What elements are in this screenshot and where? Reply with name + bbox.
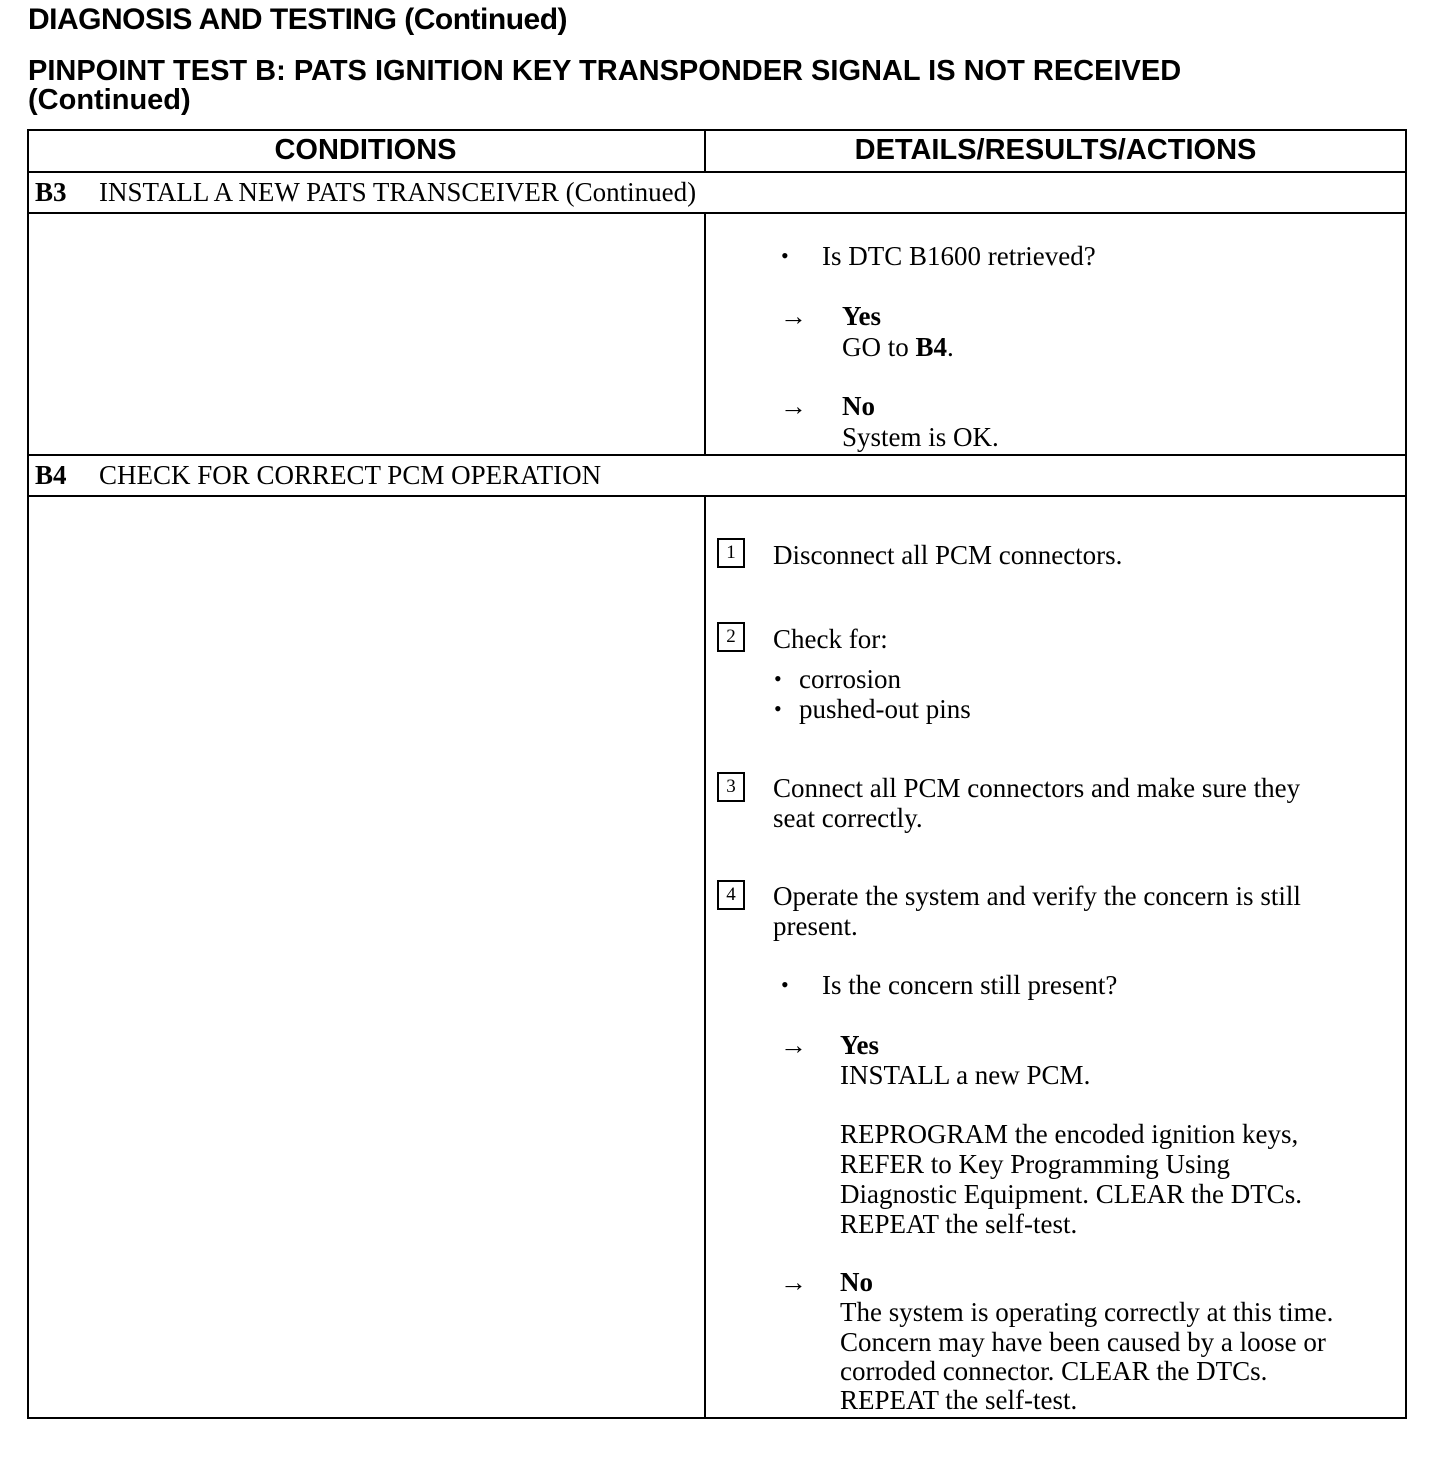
- b3-yes-action-target: B4: [915, 332, 948, 362]
- b3-yes-action: [842, 332, 954, 362]
- column-divider: [704, 212, 706, 454]
- b3-section-heading: [35, 177, 696, 208]
- step-2-bullet-pushed-out-pins: pushed-out pins: [799, 694, 971, 724]
- b3-yes-action-suffix: .: [947, 332, 954, 362]
- b4-section-heading: [35, 460, 601, 491]
- step-3-text-line2: seat correctly.: [773, 803, 923, 833]
- bullet-icon: •: [774, 666, 782, 691]
- b3-id: B3: [35, 177, 67, 207]
- b4-no-line4: REPEAT the self-test.: [840, 1385, 1078, 1415]
- step-4-text-line1: Operate the system and verify the concern is still: [773, 881, 1301, 911]
- step-2-bullet-corrosion: corrosion: [799, 664, 901, 694]
- bullet-icon: •: [781, 243, 789, 268]
- b4-yes-line5: REPEAT the self-test.: [840, 1209, 1078, 1239]
- b4-yes-label: Yes: [840, 1030, 879, 1060]
- details-header: DETAILS/RESULTS/ACTIONS: [854, 134, 1257, 166]
- table-border-top: [27, 129, 1407, 131]
- step-2-text: Check for:: [773, 624, 888, 654]
- test-title-line2: (Continued): [28, 84, 191, 116]
- arrow-icon: →: [780, 301, 807, 331]
- b4-yes-line4: Diagnostic Equipment. CLEAR the DTCs.: [840, 1179, 1302, 1209]
- table-border-bottom: [27, 1417, 1407, 1419]
- b4-yes-line1: INSTALL a new PCM.: [840, 1060, 1091, 1090]
- step-1-text: Disconnect all PCM connectors.: [773, 540, 1123, 570]
- page-title: DIAGNOSIS AND TESTING (Continued): [28, 3, 568, 36]
- b3-yes-label: Yes: [842, 301, 881, 331]
- bullet-icon: •: [781, 972, 789, 997]
- b4-no-line3: corroded connector. CLEAR the DTCs.: [840, 1356, 1268, 1386]
- column-divider: [704, 495, 706, 1419]
- bullet-icon: •: [774, 696, 782, 721]
- step-3-text-line1: Connect all PCM connectors and make sure they: [773, 773, 1301, 803]
- arrow-icon: →: [780, 1267, 807, 1297]
- b3-row-divider: [27, 212, 1407, 214]
- b3-yes-action-prefix: GO to: [842, 332, 916, 362]
- step-3-box: 3: [717, 772, 745, 802]
- step-4-text-line2: present.: [773, 911, 858, 941]
- pinpoint-test-title: [28, 57, 1408, 115]
- conditions-header: CONDITIONS: [274, 134, 457, 166]
- b3-question: Is DTC B1600 retrieved?: [822, 241, 1096, 271]
- b4-row-divider: [27, 495, 1407, 497]
- arrow-icon: →: [780, 391, 807, 421]
- b3-no-action: System is OK.: [842, 422, 999, 452]
- b4-section-top: [27, 454, 1407, 456]
- b3-no-label: No: [842, 391, 875, 421]
- step-4-box: 4: [717, 880, 745, 910]
- b4-no-line2: Concern may have been caused by a loose or: [840, 1327, 1326, 1357]
- b4-title: CHECK FOR CORRECT PCM OPERATION: [99, 460, 602, 490]
- test-title-line1: PINPOINT TEST B: PATS IGNITION KEY TRANSPONDER SIGNAL IS NOT RECEIVED: [28, 55, 1182, 87]
- b4-question: Is the concern still present?: [822, 970, 1118, 1000]
- header-divider: [27, 171, 1407, 173]
- b3-title: INSTALL A NEW PATS TRANSCEIVER: [99, 177, 559, 207]
- b4-yes-line2: REPROGRAM the encoded ignition keys,: [840, 1119, 1299, 1149]
- step-2-box: 2: [717, 622, 745, 652]
- b3-title-suffix: (Continued): [565, 177, 697, 207]
- b4-yes-line3: REFER to Key Programming Using: [840, 1149, 1230, 1179]
- arrow-icon: →: [780, 1030, 807, 1060]
- b4-id: B4: [35, 460, 67, 490]
- step-1-box: 1: [717, 538, 745, 568]
- b4-no-label: No: [840, 1267, 873, 1297]
- table-border-left: [27, 129, 29, 1419]
- table-border-right: [1405, 129, 1407, 1419]
- pinpoint-test-table: [27, 129, 1407, 1419]
- b4-no-line1: The system is operating correctly at this time.: [840, 1297, 1334, 1327]
